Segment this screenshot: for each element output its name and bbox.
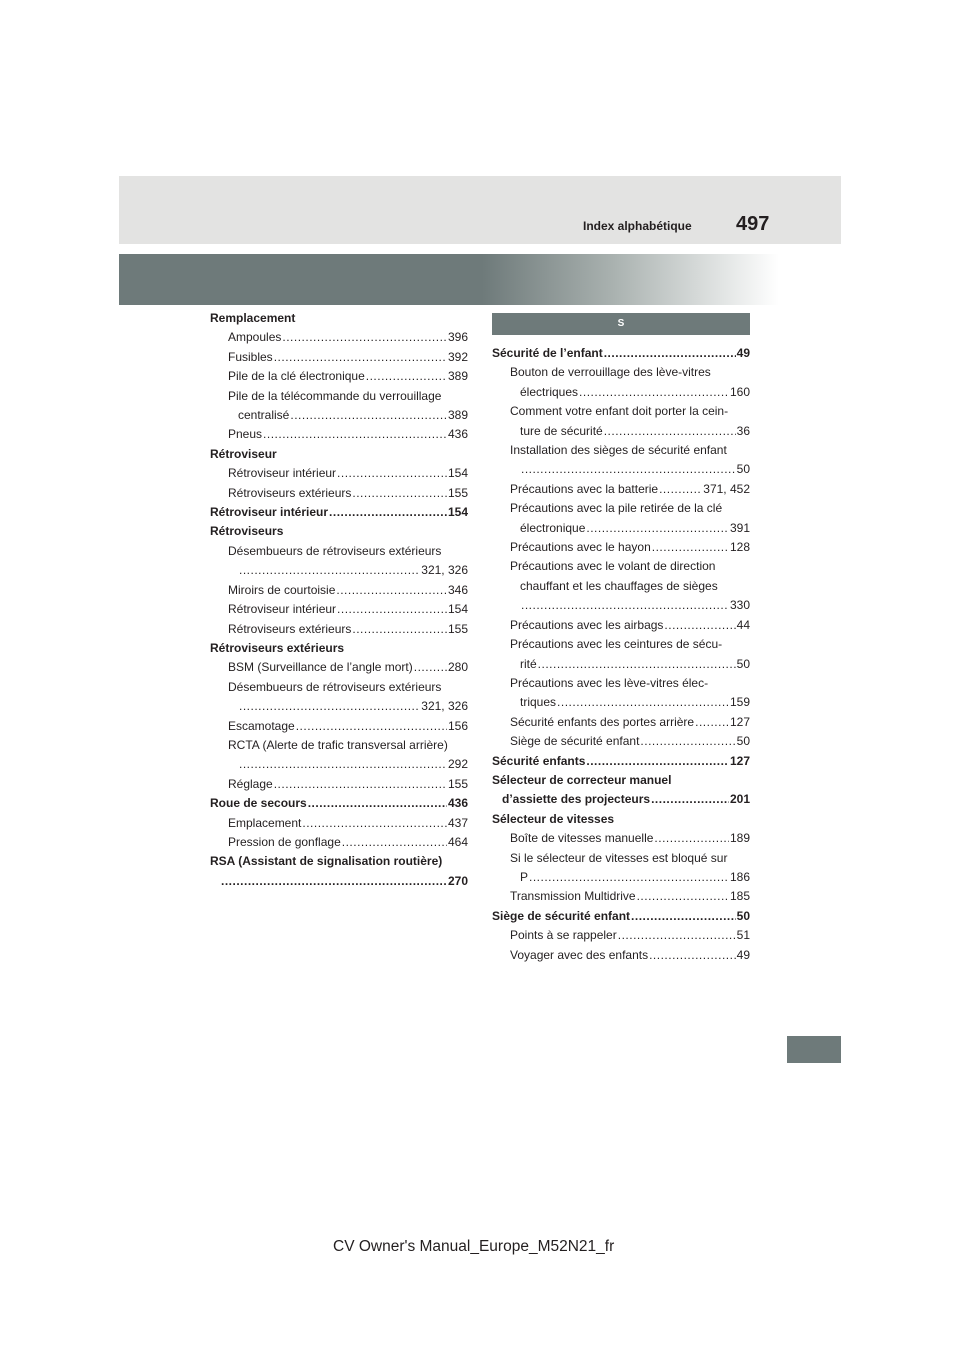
dot-leader xyxy=(342,833,447,852)
index-entry xyxy=(492,887,750,906)
entry-label: Rétroviseurs extérieurs xyxy=(228,621,352,636)
index-entry: Désembueurs de rétroviseurs extérieurs xyxy=(228,543,442,558)
index-entry xyxy=(210,367,468,386)
entry-page-ref: 155 xyxy=(447,485,468,500)
index-entry xyxy=(210,484,468,503)
entry-label: Emplacement xyxy=(228,815,302,830)
index-entry: Sélecteur de vitesses xyxy=(492,811,615,826)
entry-label: ture de sécurité xyxy=(520,423,603,438)
index-entry xyxy=(492,732,750,751)
index-entry xyxy=(210,464,468,483)
dot-leader xyxy=(579,383,729,402)
entry-label: centralisé xyxy=(238,408,290,423)
entry-page-ref: 50 xyxy=(736,656,750,671)
entry-page-ref: 128 xyxy=(729,540,750,555)
entry-page-ref: 36 xyxy=(736,423,750,438)
entry-label: électriques xyxy=(520,384,579,399)
entry-page-ref: 160 xyxy=(729,384,750,399)
dot-leader xyxy=(604,344,736,363)
index-entry xyxy=(210,581,468,600)
entry-label: Miroirs de courtoisie xyxy=(228,582,336,597)
index-entry xyxy=(492,596,750,615)
dot-leader xyxy=(618,926,736,945)
dot-leader xyxy=(336,581,447,600)
index-entry xyxy=(492,344,750,363)
entry-label: Précautions avec la batterie xyxy=(510,481,659,496)
entry-label: BSM (Surveillance de l’angle mort) xyxy=(228,660,413,675)
entry-page-ref: 50 xyxy=(736,462,750,477)
entry-label: Siège de sécurité enfant xyxy=(492,908,631,923)
dot-leader xyxy=(414,658,447,677)
index-entry xyxy=(210,561,468,580)
dot-leader xyxy=(274,775,447,794)
entry-label: Voyager avec des enfants xyxy=(510,947,649,962)
index-entry xyxy=(492,713,750,732)
index-entry xyxy=(492,907,750,926)
index-entry: chauffant et les chauffages de sièges xyxy=(520,578,718,593)
entry-page-ref: 292 xyxy=(447,757,468,772)
index-entry xyxy=(210,833,468,852)
index-entry xyxy=(210,775,468,794)
dot-leader xyxy=(586,519,729,538)
index-entry xyxy=(210,717,468,736)
page-number: 497 xyxy=(736,213,770,235)
entry-page-ref: 49 xyxy=(736,346,750,360)
index-entry xyxy=(210,348,468,367)
dot-leader xyxy=(538,655,736,674)
header-band xyxy=(119,176,841,244)
entry-label: Rétroviseurs extérieurs xyxy=(228,485,352,500)
entry-label: Rétroviseur intérieur xyxy=(228,466,337,481)
index-entry xyxy=(492,693,750,712)
index-entry xyxy=(210,328,468,347)
entry-label: Rétroviseur intérieur xyxy=(228,602,337,617)
dot-leader xyxy=(239,755,447,774)
entry-label: Siège de sécurité enfant xyxy=(510,734,640,749)
entry-label: Réglage xyxy=(228,776,273,791)
entry-page-ref: 270 xyxy=(447,873,468,888)
entry-label: Sécurité enfants des portes arrière xyxy=(510,714,695,729)
entry-label: Transmission Multidrive xyxy=(510,889,636,904)
entry-label: triques xyxy=(520,695,557,710)
entry-label: électronique xyxy=(520,520,586,535)
index-entry xyxy=(210,794,468,813)
entry-page-ref: 154 xyxy=(447,505,468,520)
entry-label: Boîte de vitesses manuelle xyxy=(510,831,654,846)
entry-page-ref: 159 xyxy=(729,695,750,710)
index-entry xyxy=(492,422,750,441)
index-entry xyxy=(492,519,750,538)
index-entry xyxy=(492,790,750,809)
entry-label: Escamotage xyxy=(228,718,295,733)
entry-page-ref: 389 xyxy=(447,369,468,384)
entry-label: Points à se rappeler xyxy=(510,928,617,943)
dot-leader xyxy=(337,600,447,619)
entry-label: Pneus xyxy=(228,427,263,442)
dot-leader xyxy=(529,868,729,887)
index-column-right xyxy=(492,344,750,965)
dot-leader xyxy=(604,422,736,441)
index-entry: Rétroviseur xyxy=(210,446,277,461)
entry-label: Précautions avec les airbags xyxy=(510,617,664,632)
index-entry: Précautions avec les lève-vitres élec- xyxy=(510,675,709,690)
dot-leader xyxy=(651,790,729,809)
entry-page-ref: 185 xyxy=(729,889,750,904)
dot-leader xyxy=(521,596,729,615)
entry-page-ref: 330 xyxy=(729,598,750,613)
dot-leader xyxy=(239,561,420,580)
index-entry: Rétroviseurs extérieurs xyxy=(210,640,345,655)
entry-page-ref: 389 xyxy=(447,408,468,423)
entry-page-ref: 44 xyxy=(736,617,750,632)
entry-page-ref: 49 xyxy=(736,947,750,962)
index-entry xyxy=(210,814,468,833)
dot-leader xyxy=(557,693,729,712)
dot-leader xyxy=(290,406,447,425)
entry-page-ref: 154 xyxy=(447,602,468,617)
index-entry: Installation des sièges de sécurité enfant xyxy=(510,443,727,458)
entry-page-ref: 346 xyxy=(447,582,468,597)
index-entry xyxy=(210,658,468,677)
index-entry xyxy=(210,425,468,444)
entry-page-ref: 437 xyxy=(447,815,468,830)
index-entry: Précautions avec le volant de direction xyxy=(510,559,716,574)
index-entry xyxy=(210,697,468,716)
entry-label: Sécurité de l’enfant xyxy=(492,346,603,360)
entry-page-ref: 371, 452 xyxy=(703,481,750,496)
dot-leader xyxy=(352,620,447,639)
section-letter-bar: S xyxy=(492,313,750,335)
entry-page-ref: 155 xyxy=(447,621,468,636)
entry-page-ref: 51 xyxy=(736,928,750,943)
entry-page-ref: 321, 326 xyxy=(421,699,468,714)
index-entry xyxy=(492,926,750,945)
decorative-gradient-band xyxy=(119,254,779,305)
entry-page-ref: 50 xyxy=(736,734,750,749)
index-entry xyxy=(492,829,750,848)
entry-label: Pression de gonflage xyxy=(228,834,341,849)
index-entry: Si le sélecteur de vitesses est bloqué sur xyxy=(510,850,728,865)
index-entry: Sélecteur de correcteur manuel xyxy=(492,772,672,787)
index-entry: Comment votre enfant doit porter la cein- xyxy=(510,404,729,419)
entry-label: Fusibles xyxy=(228,349,273,364)
index-entry xyxy=(210,755,468,774)
index-entry xyxy=(210,620,468,639)
dot-leader xyxy=(352,484,447,503)
dot-leader xyxy=(308,794,447,813)
dot-leader xyxy=(631,907,736,926)
dot-leader xyxy=(640,732,735,751)
index-entry xyxy=(210,600,468,619)
index-entry: Remplacement xyxy=(210,311,296,325)
chapter-tab-marker xyxy=(787,1036,841,1063)
entry-page-ref: 436 xyxy=(447,796,468,811)
index-entry xyxy=(210,872,468,891)
entry-label: Rétroviseur intérieur xyxy=(210,505,329,520)
entry-page-ref: 127 xyxy=(729,714,750,729)
entry-page-ref: 280 xyxy=(447,660,468,675)
index-entry xyxy=(492,752,750,771)
dot-leader xyxy=(366,367,447,386)
entry-label: P xyxy=(520,869,529,884)
dot-leader xyxy=(296,717,447,736)
dot-leader xyxy=(274,348,447,367)
dot-leader xyxy=(239,697,420,716)
entry-page-ref: 155 xyxy=(447,776,468,791)
index-entry xyxy=(492,480,750,499)
index-entry xyxy=(210,406,468,425)
index-entry xyxy=(492,616,750,635)
index-entry xyxy=(492,460,750,479)
entry-page-ref: 156 xyxy=(447,718,468,733)
entry-page-ref: 186 xyxy=(729,869,750,884)
footer-manual-id: CV Owner's Manual_Europe_M52N21_fr xyxy=(333,1238,615,1255)
dot-leader xyxy=(337,464,447,483)
entry-label: Précautions avec le hayon xyxy=(510,540,651,555)
dot-leader xyxy=(654,829,729,848)
entry-label: Sécurité enfants xyxy=(492,753,586,768)
index-entry: Pile de la télécommande du verrouillage xyxy=(228,388,442,403)
index-entry xyxy=(492,538,750,557)
entry-page-ref: 189 xyxy=(729,831,750,846)
index-entry: Bouton de verrouillage des lève-vitres xyxy=(510,365,711,380)
header-title: Index alphabétique xyxy=(583,219,692,233)
dot-leader xyxy=(263,425,447,444)
index-entry xyxy=(492,946,750,965)
entry-page-ref: 154 xyxy=(447,466,468,481)
dot-leader xyxy=(659,480,702,499)
entry-label: Pile de la clé électronique xyxy=(228,369,365,384)
index-entry xyxy=(492,383,750,402)
dot-leader xyxy=(302,814,447,833)
index-entry: Précautions avec les ceintures de sécu- xyxy=(510,637,723,652)
dot-leader xyxy=(329,503,447,522)
entry-page-ref: 201 xyxy=(729,792,750,807)
dot-leader xyxy=(649,946,736,965)
dot-leader xyxy=(637,887,729,906)
dot-leader xyxy=(282,328,447,347)
index-column-left xyxy=(210,309,468,891)
entry-label: Ampoules xyxy=(228,330,282,345)
entry-page-ref: 127 xyxy=(729,753,750,768)
entry-page-ref: 436 xyxy=(447,427,468,442)
entry-page-ref: 321, 326 xyxy=(421,563,468,578)
entry-page-ref: 392 xyxy=(447,349,468,364)
dot-leader xyxy=(221,872,447,891)
index-entry xyxy=(492,868,750,887)
index-entry: Précautions avec la pile retirée de la clé xyxy=(510,501,723,516)
dot-leader xyxy=(521,460,736,479)
index-entry xyxy=(492,655,750,674)
entry-label: d’assiette des projecteurs xyxy=(502,792,651,807)
dot-leader xyxy=(695,713,729,732)
entry-page-ref: 50 xyxy=(736,908,750,923)
index-entry: Rétroviseurs xyxy=(210,524,284,539)
index-entry: Désembueurs de rétroviseurs extérieurs xyxy=(228,679,442,694)
dot-leader xyxy=(664,616,735,635)
entry-page-ref: 396 xyxy=(447,330,468,345)
index-entry xyxy=(210,503,468,522)
dot-leader xyxy=(652,538,729,557)
entry-label: Roue de secours xyxy=(210,796,307,811)
entry-label: rité xyxy=(520,656,537,671)
entry-page-ref: 464 xyxy=(447,834,468,849)
index-entry: RSA (Assistant de signalisation routière) xyxy=(210,854,443,869)
index-entry: RCTA (Alerte de trafic transversal arrière) xyxy=(228,737,448,752)
dot-leader xyxy=(586,752,729,771)
entry-page-ref: 391 xyxy=(729,520,750,535)
